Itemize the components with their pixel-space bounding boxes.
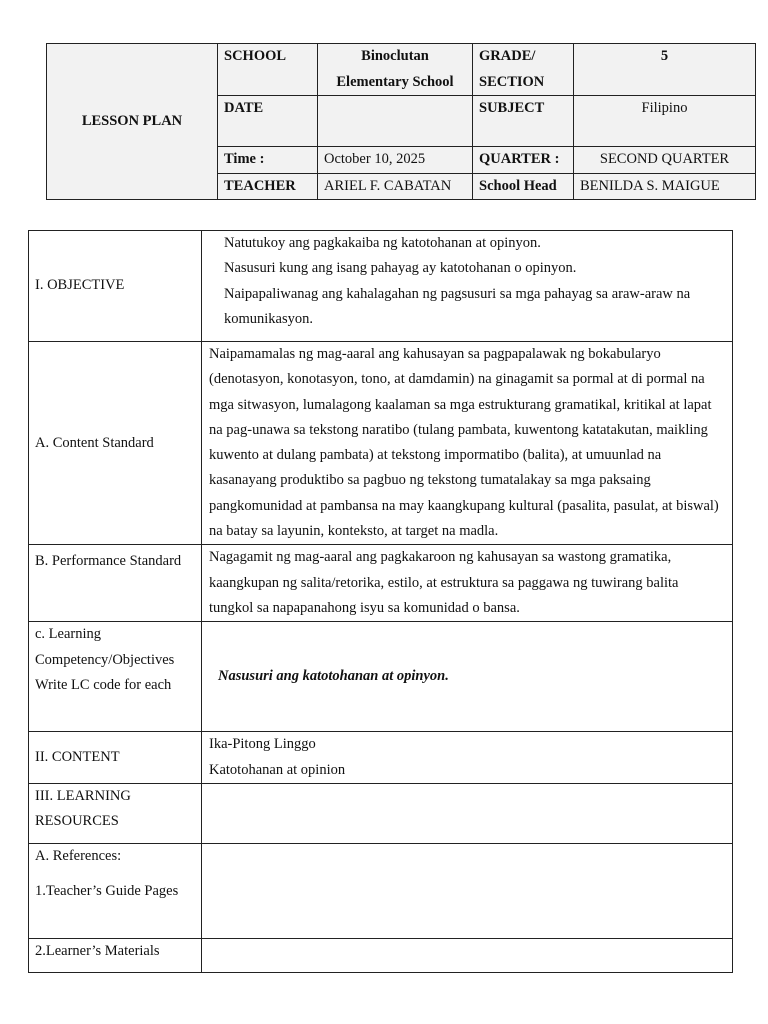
references-content xyxy=(202,843,733,938)
grade-label xyxy=(473,44,574,96)
objective-line-3: Naipapaliwanag ang kahalagahan ng pagsusuri sa mga pahayag sa araw-araw na komunikasyon. xyxy=(224,285,691,327)
content-standard-text: Naipamamalas ng mag-aaral ang kahusayan sa pagpapalawak ng bokabularyo (denotasyon, konotasyon, tono, at damdamin) na ginagamit sa pormal at di pormal na mga sitwasyon, lumalagong kaalaman sa mga estrukturang gramatikal, kritikal at lapat na pag-unawa sa tekstong naratibo (tulang pambata, kuwentong katatakutan, maikling kuwento at dulang pambata) at tekstong impormatibo (balita), at umuunlad na kasanayang produktibo sa pagbuo ng tekstong tumatalakay sa mga paksaing pangkomunidad at pambansa na may kaangkupang kultural (pasalita, pasulat, at biswal) na batay sa layunin, konteksto, at target na madla. xyxy=(202,342,733,545)
objective-line-1: Natutukoy ang pagkakaiba ng katotohanan at opinyon. xyxy=(224,235,541,251)
teacher-value: ARIEL F. CABATAN xyxy=(318,173,473,200)
content-cell xyxy=(202,732,733,784)
learning-competency-text: Nasusuri ang katotohanan at opinyon. xyxy=(218,668,449,685)
learners-materials-content xyxy=(202,938,733,972)
quarter-value: SECOND QUARTER xyxy=(574,147,756,174)
time-value: October 10, 2025 xyxy=(318,147,473,174)
grade-value: 5 xyxy=(574,44,756,96)
learning-competency-row xyxy=(29,622,733,732)
lesson-plan-title: LESSON PLAN xyxy=(47,44,218,200)
quarter-label: QUARTER : xyxy=(473,147,574,174)
date-label: DATE xyxy=(218,96,318,147)
references-label: A. References: xyxy=(35,847,122,864)
subject-value: Filipino xyxy=(574,96,756,147)
content-line-2: Katotohanan at opinion xyxy=(209,761,346,778)
teacher-label: TEACHER xyxy=(218,173,318,200)
school-head-value: BENILDA S. MAIGUE xyxy=(574,173,756,200)
content-label: II. CONTENT xyxy=(29,732,202,784)
learning-resources-row xyxy=(29,783,733,843)
lesson-plan-table xyxy=(28,230,733,973)
references-row xyxy=(29,843,733,938)
header-table xyxy=(46,43,756,200)
content-line-1: Ika-Pitong Linggo xyxy=(209,736,316,753)
grade-label-line1: GRADE/ xyxy=(479,48,536,64)
performance-standard-row xyxy=(29,545,733,622)
learning-resources-label: III. LEARNING RESOURCES xyxy=(29,783,202,843)
learners-materials-row xyxy=(29,938,733,972)
performance-standard-label: B. Performance Standard xyxy=(29,545,202,622)
school-value xyxy=(318,44,473,96)
date-value xyxy=(318,96,473,147)
objective-content xyxy=(202,231,733,342)
school-value-line2: Elementary School xyxy=(336,73,454,90)
time-label: Time : xyxy=(218,147,318,174)
school-label: SCHOOL xyxy=(218,44,318,96)
content-standard-label: A. Content Standard xyxy=(29,342,202,545)
learning-competency-cell xyxy=(202,622,733,732)
grade-label-line2: SECTION xyxy=(479,73,545,90)
references-cell xyxy=(29,843,202,938)
content-row xyxy=(29,732,733,784)
learning-competency-label: c. Learning Competency/Objectives Write LC code for each xyxy=(29,622,202,732)
performance-standard-text: Nagagamit ng mag-aaral ang pagkakaroon ng kahusayan sa wastong gramatika, kaangkupan ng salita/retorika, estilo, at estruktura sa paggawa ng tuwirang balita tungkol sa napapanahong isyu sa komunidad o bansa. xyxy=(202,545,733,622)
subject-label: SUBJECT xyxy=(473,96,574,147)
school-head-label: School Head xyxy=(473,173,574,200)
objective-label: I. OBJECTIVE xyxy=(29,231,202,342)
school-value-line1: Binoclutan xyxy=(361,48,429,64)
learning-resources-cell xyxy=(202,783,733,843)
teachers-guide-label: 1.Teacher’s Guide Pages xyxy=(35,883,179,900)
objective-line-2: Nasusuri kung ang isang pahayag ay katotohanan o opinyon. xyxy=(224,260,577,277)
objective-row xyxy=(29,231,733,342)
content-standard-row xyxy=(29,342,733,545)
learners-materials-label: 2.Learner’s Materials xyxy=(29,938,202,972)
